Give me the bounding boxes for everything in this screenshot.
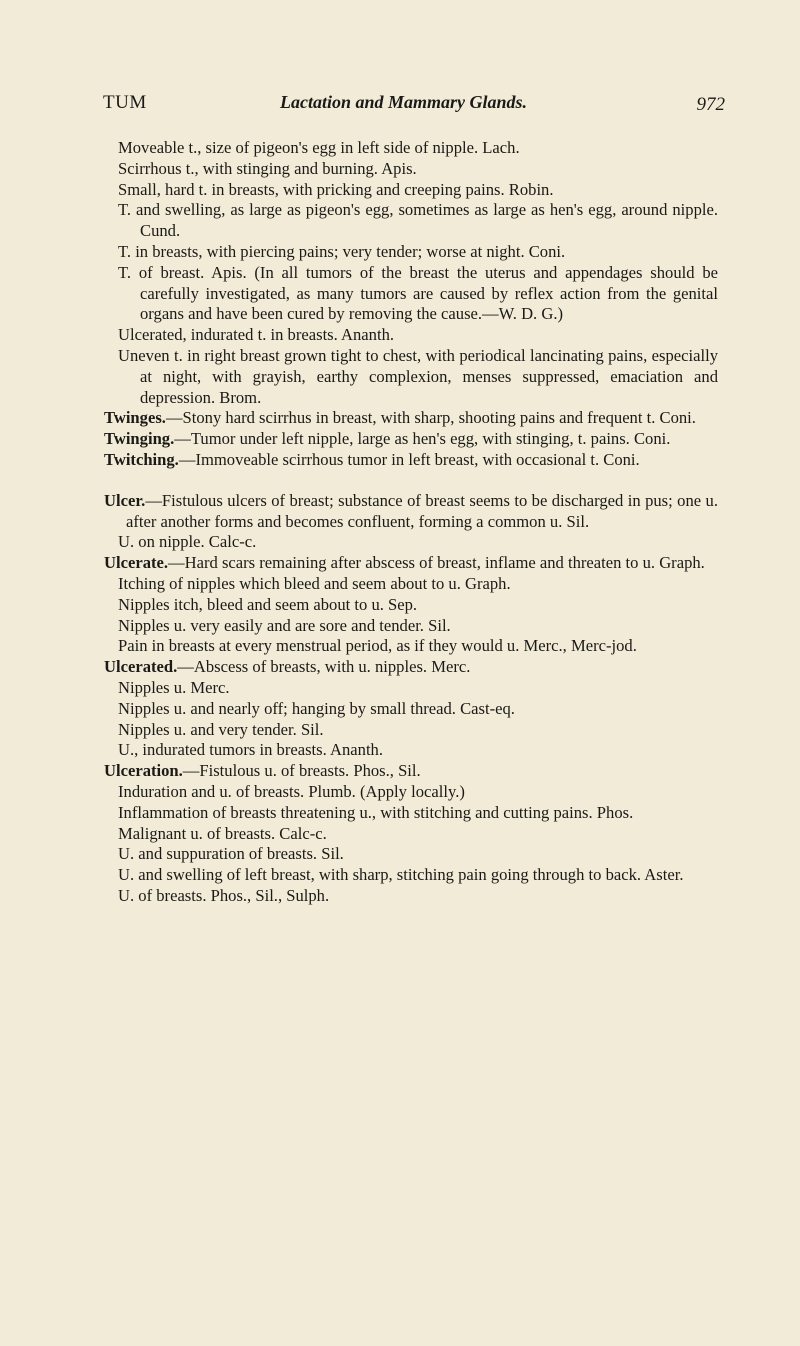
entry-text: —Immoveable scirrhous tumor in left breast, with occasional t. Coni. — [178, 449, 640, 469]
sub-entry — [118, 699, 718, 720]
entry-text: U. and suppuration of breasts. Sil. — [118, 844, 344, 864]
entry-text: —Abscess of breasts, with u. nipples. Merc. — [177, 657, 471, 677]
entry-text: Itching of nipples which bleed and seem about to u. Graph. — [118, 573, 511, 593]
entry-text: —Fistulous ulcers of breast; substance of breast seems to be discharged in pus; one u. after another forms and becomes confluent, forming a common u. Sil. — [126, 490, 718, 531]
rubric-heading: Twitching. — [104, 449, 179, 469]
entry-text: Nipples u. and very tender. Sil. — [118, 719, 324, 739]
entry-text: T. and swelling, as large as pigeon's egg, sometimes as large as hen's egg, around nipple. Cund. — [118, 200, 718, 241]
entry-text: T. of breast. Apis. (In all tumors of the breast the uterus and appendages should be carefully investigated, as many tumors are caused by reflex action from the genital organs and have been cured by removing the cause.—W. D. G.) — [118, 262, 718, 324]
entry-text: —Stony hard scirrhus in breast, with sharp, shooting pains and frequent t. Coni. — [165, 408, 696, 428]
sub-entry — [118, 782, 718, 803]
sub-entry — [118, 595, 718, 616]
rubric-entry — [104, 657, 718, 678]
entry-text: U. of breasts. Phos., Sil., Sulph. — [118, 885, 330, 905]
sub-entry — [118, 803, 718, 824]
entry-text: Inflammation of breasts threatening u., with stitching and cutting pains. Phos. — [118, 802, 634, 822]
sub-entry — [118, 159, 718, 180]
sub-entry — [118, 844, 718, 865]
sub-entry — [118, 865, 718, 886]
rubric-heading: Twinging. — [104, 429, 175, 449]
sub-entry — [118, 242, 718, 263]
entry-text: Induration and u. of breasts. Plumb. (Apply locally.) — [118, 781, 465, 801]
entry-text: —Tumor under left nipple, large as hen's egg, with stinging, t. pains. Coni. — [174, 429, 671, 449]
sub-entry — [118, 263, 718, 325]
rubric-entry — [104, 761, 718, 782]
rubric-entry — [104, 491, 718, 533]
entry-text: T. in breasts, with piercing pains; very tender; worse at night. Coni. — [118, 241, 566, 261]
entry-text: Moveable t., size of pigeon's egg in left side of nipple. Lach. — [118, 138, 520, 157]
rubric-entry — [104, 553, 718, 574]
rubric-entry — [104, 450, 718, 471]
sub-entry — [118, 678, 718, 699]
sub-entry — [118, 740, 718, 761]
section-gap — [118, 471, 718, 491]
repertory-body — [104, 138, 718, 907]
sub-entry — [118, 138, 718, 159]
entry-text: Pain in breasts at every menstrual period, as if they would u. Merc., Merc-jod. — [118, 636, 637, 656]
entry-text: —Fistulous u. of breasts. Phos., Sil. — [182, 761, 421, 781]
entry-text: Uneven t. in right breast grown tight to chest, with periodical lancinating pains, especially at night, with grayish, earthy complexion, menses suppressed, emaciation and depression. Brom. — [118, 345, 718, 407]
rubric-heading: Ulcerate. — [104, 553, 169, 573]
entry-text: U. on nipple. Calc-c. — [118, 532, 257, 552]
rubric-heading: Ulcer. — [104, 490, 146, 510]
entry-text: U. and swelling of left breast, with sharp, stitching pain going through to back. Aster. — [118, 865, 684, 885]
sub-entry — [118, 886, 718, 907]
sub-entry — [118, 532, 718, 553]
entry-text: Nipples u. Merc. — [118, 677, 230, 697]
rubric-entry — [104, 429, 718, 450]
sub-entry — [118, 574, 718, 595]
entry-text: U., indurated tumors in breasts. Ananth. — [118, 740, 383, 760]
entry-text: Malignant u. of breasts. Calc-c. — [118, 823, 327, 843]
sub-entry — [118, 824, 718, 845]
sub-entry — [118, 720, 718, 741]
sub-entry — [118, 200, 718, 242]
entry-text: Scirrhous t., with stinging and burning. Apis. — [118, 158, 417, 178]
sub-entry — [118, 180, 718, 201]
running-head-left: TUM — [103, 92, 147, 113]
sub-entry — [118, 636, 718, 657]
entry-text: —Hard scars remaining after abscess of breast, inflame and threaten to u. Graph. — [168, 553, 705, 573]
entry-text: Small, hard t. in breasts, with pricking and creeping pains. Robin. — [118, 179, 554, 199]
running-head-title: Lactation and Mammary Glands. — [280, 92, 528, 112]
sub-entry — [118, 616, 718, 637]
rubric-heading: Twinges. — [104, 408, 166, 428]
rubric-entry — [104, 408, 718, 429]
entry-text: Nipples u. very easily and are sore and tender. Sil. — [118, 615, 451, 635]
entry-text: Ulcerated, indurated t. in breasts. Ananth. — [118, 325, 395, 345]
page-number: 972 — [696, 94, 725, 115]
sub-entry — [118, 346, 718, 408]
sub-entry — [118, 325, 718, 346]
rubric-heading: Ulceration. — [104, 761, 183, 781]
rubric-heading: Ulcerated. — [104, 657, 178, 677]
entry-text: Nipples u. and nearly off; hanging by small thread. Cast-eq. — [118, 698, 515, 718]
entry-text: Nipples itch, bleed and seem about to u. Sep. — [118, 594, 418, 614]
page-header — [103, 92, 723, 122]
